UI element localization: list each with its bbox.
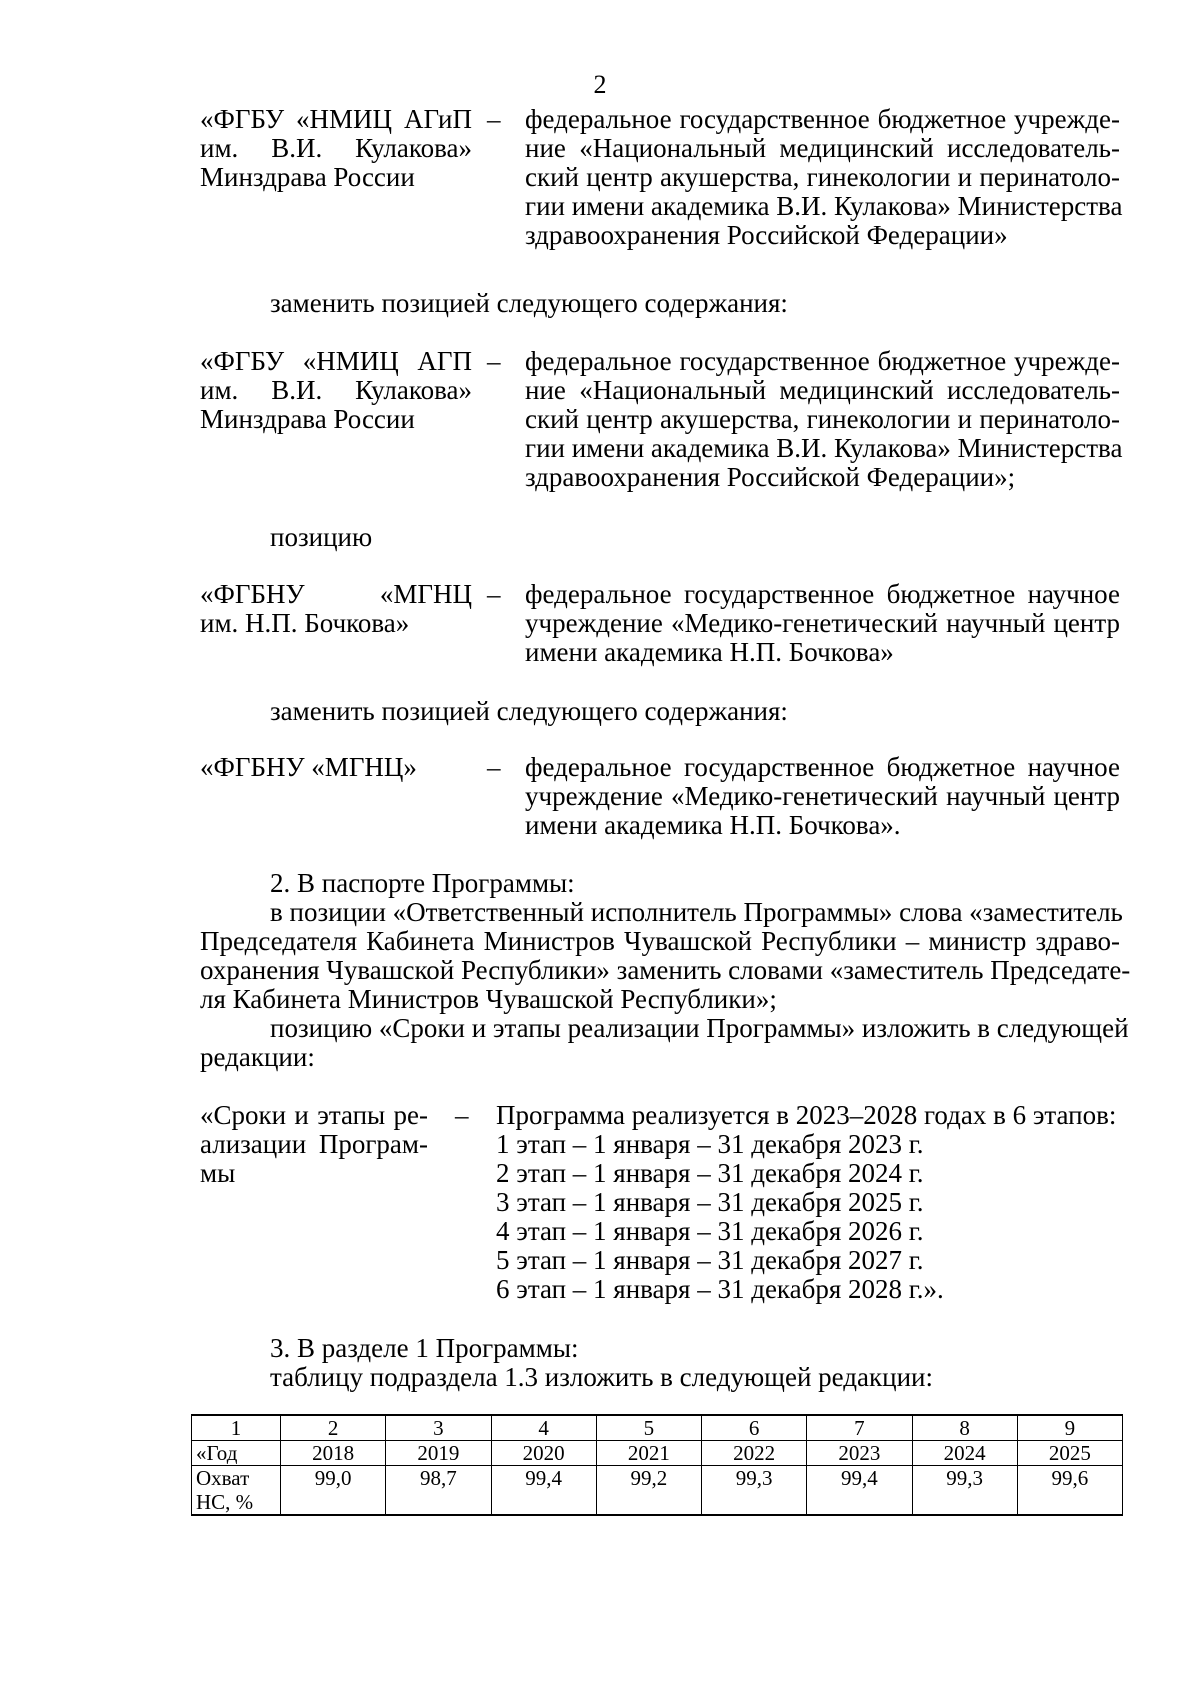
table-cell: 4 xyxy=(491,1415,596,1441)
replace-instruction-2: заменить позицией следующего содержания: xyxy=(270,696,788,726)
table-cell: 6 xyxy=(702,1415,807,1441)
page-number: 2 xyxy=(593,70,607,99)
def-line: учреждение «Медико-генетический научный центр xyxy=(525,781,1120,811)
section-3-instruction: таблицу подраздела 1.3 изложить в следующей редакции: xyxy=(270,1362,933,1392)
def-line: гии имени академика В.И. Кулакова» Министерства xyxy=(525,433,1123,463)
def-line: ние «Национальный медицинский исследователь- xyxy=(525,133,1120,163)
table-cell: 2023 xyxy=(807,1441,912,1466)
table-row xyxy=(192,1415,1123,1441)
term-line: мы xyxy=(200,1158,236,1188)
table-cell: 3 xyxy=(386,1415,491,1441)
term-line: Минздрава России xyxy=(200,162,415,192)
term-line: ализации Програм- xyxy=(200,1129,428,1159)
def-line: здравоохранения Российской Федерации»; xyxy=(525,462,1016,492)
coverage-label-line: Охват xyxy=(196,1466,250,1490)
section-2-title: 2. В паспорте Программы: xyxy=(270,868,575,898)
table-cell: 9 xyxy=(1017,1415,1122,1441)
definition-term xyxy=(200,580,472,638)
paragraph-line: редакции: xyxy=(200,1042,315,1072)
position-word: позицию xyxy=(270,522,373,552)
table-cell: 99,4 xyxy=(491,1466,596,1516)
coverage-label-line: НС, % xyxy=(196,1490,254,1514)
term-line: «ФГБНУ «МГНЦ xyxy=(200,579,472,609)
table-cell: 8 xyxy=(912,1415,1017,1441)
def-line: имени академика Н.П. Бочкова». xyxy=(525,810,901,840)
term-line: им. В.И. Кулакова» xyxy=(200,375,472,405)
term-line: «ФГБНУ «МГНЦ» xyxy=(200,752,417,782)
definition-dash: – xyxy=(487,346,501,376)
definition-text xyxy=(525,346,1123,492)
table-cell: 2024 xyxy=(912,1441,1017,1466)
definition-text xyxy=(525,753,1120,840)
def-line: имени академика Н.П. Бочкова» xyxy=(525,637,894,667)
stage-line: 4 этап – 1 января – 31 декабря 2026 г. xyxy=(496,1216,924,1246)
table-cell: 1 xyxy=(192,1415,281,1441)
definition-dash: – xyxy=(487,579,501,609)
definition-dash: – xyxy=(487,104,501,134)
replace-instruction-1: заменить позицией следующего содержания: xyxy=(270,288,788,318)
def-line: федеральное государственное бюджетное учрежде- xyxy=(525,346,1120,376)
table-cell: 99,0 xyxy=(281,1466,386,1516)
definition-term xyxy=(200,1101,428,1188)
def-line: федеральное государственное бюджетное научное xyxy=(525,752,1120,782)
table-cell: 99,4 xyxy=(807,1466,912,1516)
coverage-table xyxy=(191,1414,1123,1516)
stage-line: 3 этап – 1 января – 31 декабря 2025 г. xyxy=(496,1187,924,1217)
def-line: здравоохранения Российской Федерации» xyxy=(525,220,1008,250)
table-cell: 2021 xyxy=(596,1441,701,1466)
term-line: «ФГБУ «НМИЦ АГиП xyxy=(200,104,472,134)
def-line: ние «Национальный медицинский исследователь- xyxy=(525,375,1120,405)
term-line: «ФГБУ «НМИЦ АГП xyxy=(200,346,472,376)
term-line: им. В.И. Кулакова» xyxy=(200,133,472,163)
stage-line: 6 этап – 1 января – 31 декабря 2028 г.». xyxy=(496,1274,944,1304)
stage-line: Программа реализуется в 2023–2028 годах в 6 этапов: xyxy=(496,1100,1117,1130)
table-cell: 99,3 xyxy=(912,1466,1017,1516)
table-cell: 2018 xyxy=(281,1441,386,1466)
paragraph-2 xyxy=(200,1013,1129,1072)
def-line: федеральное государственное бюджетное научное xyxy=(525,579,1120,609)
definition-text xyxy=(525,104,1123,250)
def-line: ский центр акушерства, гинекологии и перинатоло- xyxy=(525,404,1120,434)
definition-text xyxy=(496,1101,1120,1304)
table-cell: 2022 xyxy=(702,1441,807,1466)
table-cell: 98,7 xyxy=(386,1466,491,1516)
paragraph-line: ля Кабинета Министров Чувашской Республики»; xyxy=(200,984,777,1014)
paragraph-1 xyxy=(200,897,1131,1014)
stage-line: 2 этап – 1 января – 31 декабря 2024 г. xyxy=(496,1158,924,1188)
table-cell: 2020 xyxy=(491,1441,596,1466)
table-row xyxy=(192,1466,1123,1516)
def-line: ский центр акушерства, гинекологии и перинатоло- xyxy=(525,162,1120,192)
def-line: гии имени академика В.И. Кулакова» Министерства xyxy=(525,191,1123,221)
paragraph-line: в позиции «Ответственный исполнитель Программы» слова «заместитель xyxy=(270,897,1123,927)
table-row xyxy=(192,1441,1123,1466)
term-line: «Сроки и этапы ре- xyxy=(200,1100,428,1130)
table-cell: 7 xyxy=(807,1415,912,1441)
term-line: им. Н.П. Бочкова» xyxy=(200,608,410,638)
definition-term xyxy=(200,347,472,434)
paragraph-line: Председателя Кабинета Министров Чувашской Республики – министр здраво- xyxy=(200,926,1120,956)
table-cell: 2019 xyxy=(386,1441,491,1466)
def-line: федеральное государственное бюджетное учрежде- xyxy=(525,104,1120,134)
table-cell: 2 xyxy=(281,1415,386,1441)
paragraph-line: охранения Чувашской Республики» заменить словами «заместитель Председате- xyxy=(200,955,1131,985)
table-cell xyxy=(192,1466,281,1516)
definition-term xyxy=(200,105,472,192)
section-3-title: 3. В разделе 1 Программы: xyxy=(270,1333,579,1363)
table-cell: 5 xyxy=(596,1415,701,1441)
definition-term xyxy=(200,753,472,782)
definition-text xyxy=(525,580,1120,667)
paragraph-line: позицию «Сроки и этапы реализации Программы» изложить в следующей xyxy=(270,1013,1129,1043)
table-cell: 99,3 xyxy=(702,1466,807,1516)
stage-line: 5 этап – 1 января – 31 декабря 2027 г. xyxy=(496,1245,924,1275)
table-cell: 99,2 xyxy=(596,1466,701,1516)
def-line: учреждение «Медико-генетический научный центр xyxy=(525,608,1120,638)
table-cell: «Год xyxy=(192,1441,281,1466)
stage-line: 1 этап – 1 января – 31 декабря 2023 г. xyxy=(496,1129,924,1159)
definition-dash: – xyxy=(455,1100,469,1130)
table-cell: 2025 xyxy=(1017,1441,1122,1466)
table-cell: 99,6 xyxy=(1017,1466,1122,1516)
definition-dash: – xyxy=(487,752,501,782)
term-line: Минздрава России xyxy=(200,404,415,434)
